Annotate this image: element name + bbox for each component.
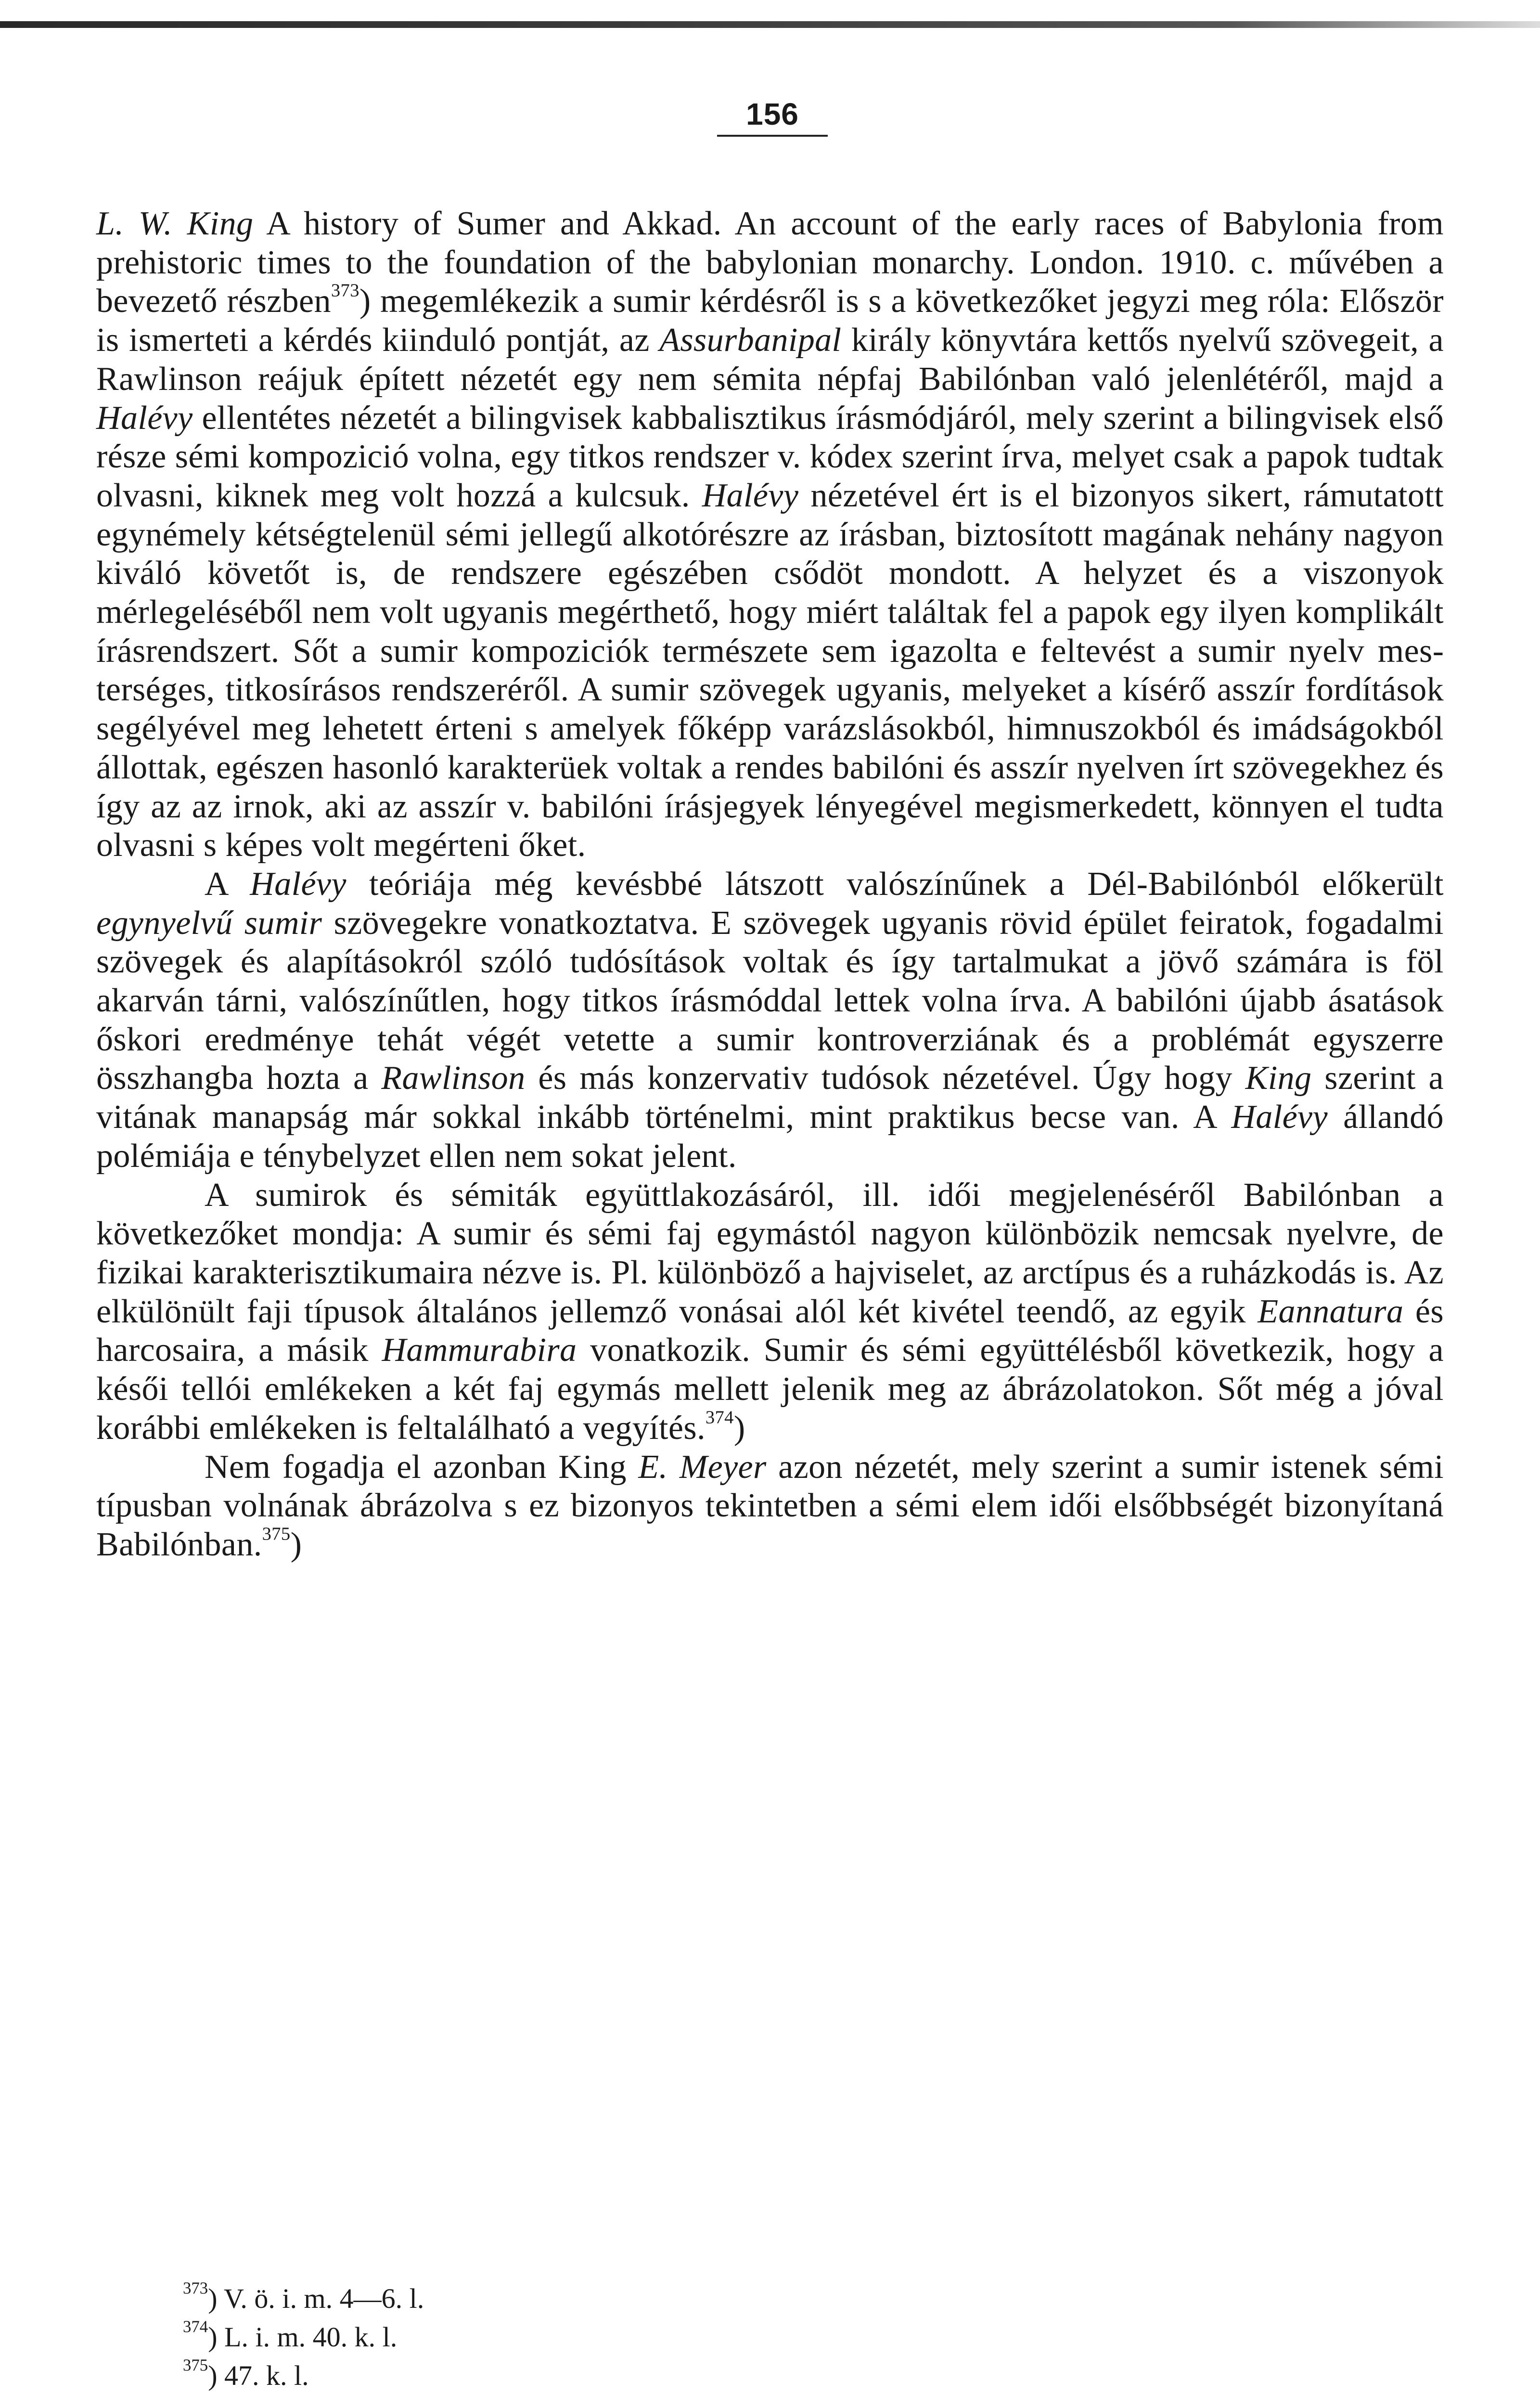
footnote-number: 374 (183, 2317, 208, 2336)
text-segment: ) (733, 1409, 745, 1447)
text-segment: A (205, 865, 250, 903)
text-segment: király könyvtára kettős nyelvű szövegeit, a Rawlinson reájuk épített nézetét egy nem sémita népfaj Babilónban való jelenlétéről, majd a (96, 322, 1444, 398)
name-halevy: Halévy (702, 477, 799, 514)
footnote (183, 2356, 760, 2395)
text-segment: szerint a vitának manapság már sokkal inkább történelmi, mint praktikus becse van. A (96, 1060, 1444, 1136)
footnote (183, 2279, 760, 2318)
paragraph-2 (96, 865, 1444, 1176)
footnote-ref-375[interactable]: 375 (262, 1524, 291, 1544)
text-segment: nézetével ért is el bizonyos sikert, rámutatott egynémely kétségtelenül sémi jellegű alkotórészre az írásban, biztosított magának nehány nagyon kiváló követőt is, de rendszere egészében csődöt mondott. A helyzet és a viszonyok mérlegeléséből nem volt ugyanis megérthető, hogy miért találtak fel a papok egy ilyen komplikált írásrendszert. Sőt a sumir kompoziciók természete sem igazolta e feltevést a sumir nyelv mesterséges, titkosírásos rendszeréről. A sumir szövegek ugyanis, melyeket a kísérő asszír fordítások segélyével meg lehetett érteni s amelyek főképp varázslásokból, himnuszokból és imádságokból állottak, egészen hasonló karakterüek voltak a rendes babilóni és asszír nyelven írt szövegekhez és így az az irnok, aki az asszír v. babilóni írásjegyek lényegével megismerkedett, könnyen el tudta olvasni s képes volt megérteni őket. (96, 477, 1444, 864)
text-segment: állandó polémiája e ténybelyzet ellen nem sokat jelent. (96, 1099, 1444, 1175)
text-segment: és harcosaira, a másik (96, 1293, 1444, 1369)
text-segment: Nem fogadja el azonban King (205, 1448, 639, 1486)
name-rawlinson: Rawlinson (381, 1060, 526, 1097)
name-e-meyer: E. Meyer (638, 1448, 767, 1486)
footnote-text: ) L. i. m. 40. k. l. (208, 2321, 398, 2353)
footnote-text: ) V. ö. i. m. 4—6. l. (208, 2283, 424, 2314)
author-name: L. W. King (96, 205, 254, 242)
text-segment: teóriája még kevésbbé látszott valószínűnek a Dél-Babilónból előkerült (346, 865, 1444, 903)
name-halevy: Halévy (96, 399, 193, 437)
paragraph-1 (96, 205, 1444, 865)
footnote-ref-373[interactable]: 373 (331, 280, 359, 301)
text-segment: ) (290, 1526, 302, 1563)
paragraph-3 (96, 1176, 1444, 1448)
text-segment: vonatkozik. Sumir és sémi együttélésből következik, hogy a késői tellói emlékeken a két faj egymás mellett jelenik meg az ábrázolatokon. Sőt még a jóval korábbi emlékeken is feltalálható a vegyítés. (96, 1332, 1444, 1447)
term-egynyelvu-sumir: egynyelvű sumir (96, 904, 322, 942)
paragraph-4 (96, 1448, 1444, 1565)
text-segment: ) megemlékezik a sumir kérdésről is s a következőket jegyzi meg róla: Először is ismerteti a kérdés kiinduló pontját, az (96, 283, 1444, 359)
text-segment: A history of Sumer and Akkad. An account of the early races of Babylonia from prehistoric times to the foundation of the babylonian monarchy. London. 1910. c. művében a bevezető részben (96, 205, 1444, 320)
text-segment: azon nézetét, mely szerint a sumir istenek sémi típusban volnának ábrázolva s ez bizonyos tekintetben a sémi elem idői elsőbbségét bizonyítaná Babilónban. (96, 1448, 1444, 1563)
footnote-text: ) 47. k. l. (208, 2360, 309, 2391)
name-king: King (1245, 1060, 1312, 1097)
top-edge-rule (0, 21, 1540, 28)
name-halevy: Halévy (250, 865, 346, 903)
page-number: 156 (717, 96, 828, 137)
name-assurbanipal: Assurbanipal (659, 322, 842, 359)
footnotes (183, 2279, 760, 2395)
text-segment: szövegekre vonatkoztatva. E szövegek ugyanis rövid épület feiratok, fogadalmi szövegek és alapításokról szóló tudósítások voltak és így tartalmukat a jövő számára is föl akarván tárni, valószínűtlen, hogy titkos írásmóddal lettek volna írva. A babilóni újabb ásatások őskori eredménye tehát végét vetette a sumir kontroverziának és a problémát egyszerre összhangba hozta a (96, 904, 1444, 1097)
name-eannatura: Eannatura (1258, 1293, 1404, 1330)
main-text (96, 205, 1444, 1565)
footnote-number: 373 (183, 2278, 208, 2298)
text-segment: A sumirok és sémiták együttlakozásáról, ill. idői megjelenéséről Babilónban a következőket mondja: A sumir és sémi faj egymástól nagyon különbözik nemcsak nyelvre, de fizikai karakterisztikumaira nézve is. Pl. különböző a hajviselet, az arctípus és a ruházkodás is. Az elkülönült faji típusok általános jellemző vonásai alól két kivétel teendő, az egyik (96, 1176, 1444, 1330)
footnote (183, 2318, 760, 2356)
footnote-number: 375 (183, 2355, 208, 2375)
text-segment: ellentétes nézetét a bilingvisek kabbalisztikus írásmódjáról, mely szerint a bilingvisek első része sémi kompozició volna, egy titkos rendszer v. kódex szerint írva, melyet csak a papok tudtak olvasni, kiknek meg volt hozzá a kulcsuk. (96, 399, 1444, 514)
footnote-ref-374[interactable]: 374 (705, 1407, 734, 1428)
text-segment: és más konzervativ tudósok nézetével. Úgy hogy (525, 1060, 1245, 1097)
name-hammurabi: Hammurabira (382, 1332, 577, 1369)
name-halevy: Halévy (1231, 1099, 1328, 1136)
